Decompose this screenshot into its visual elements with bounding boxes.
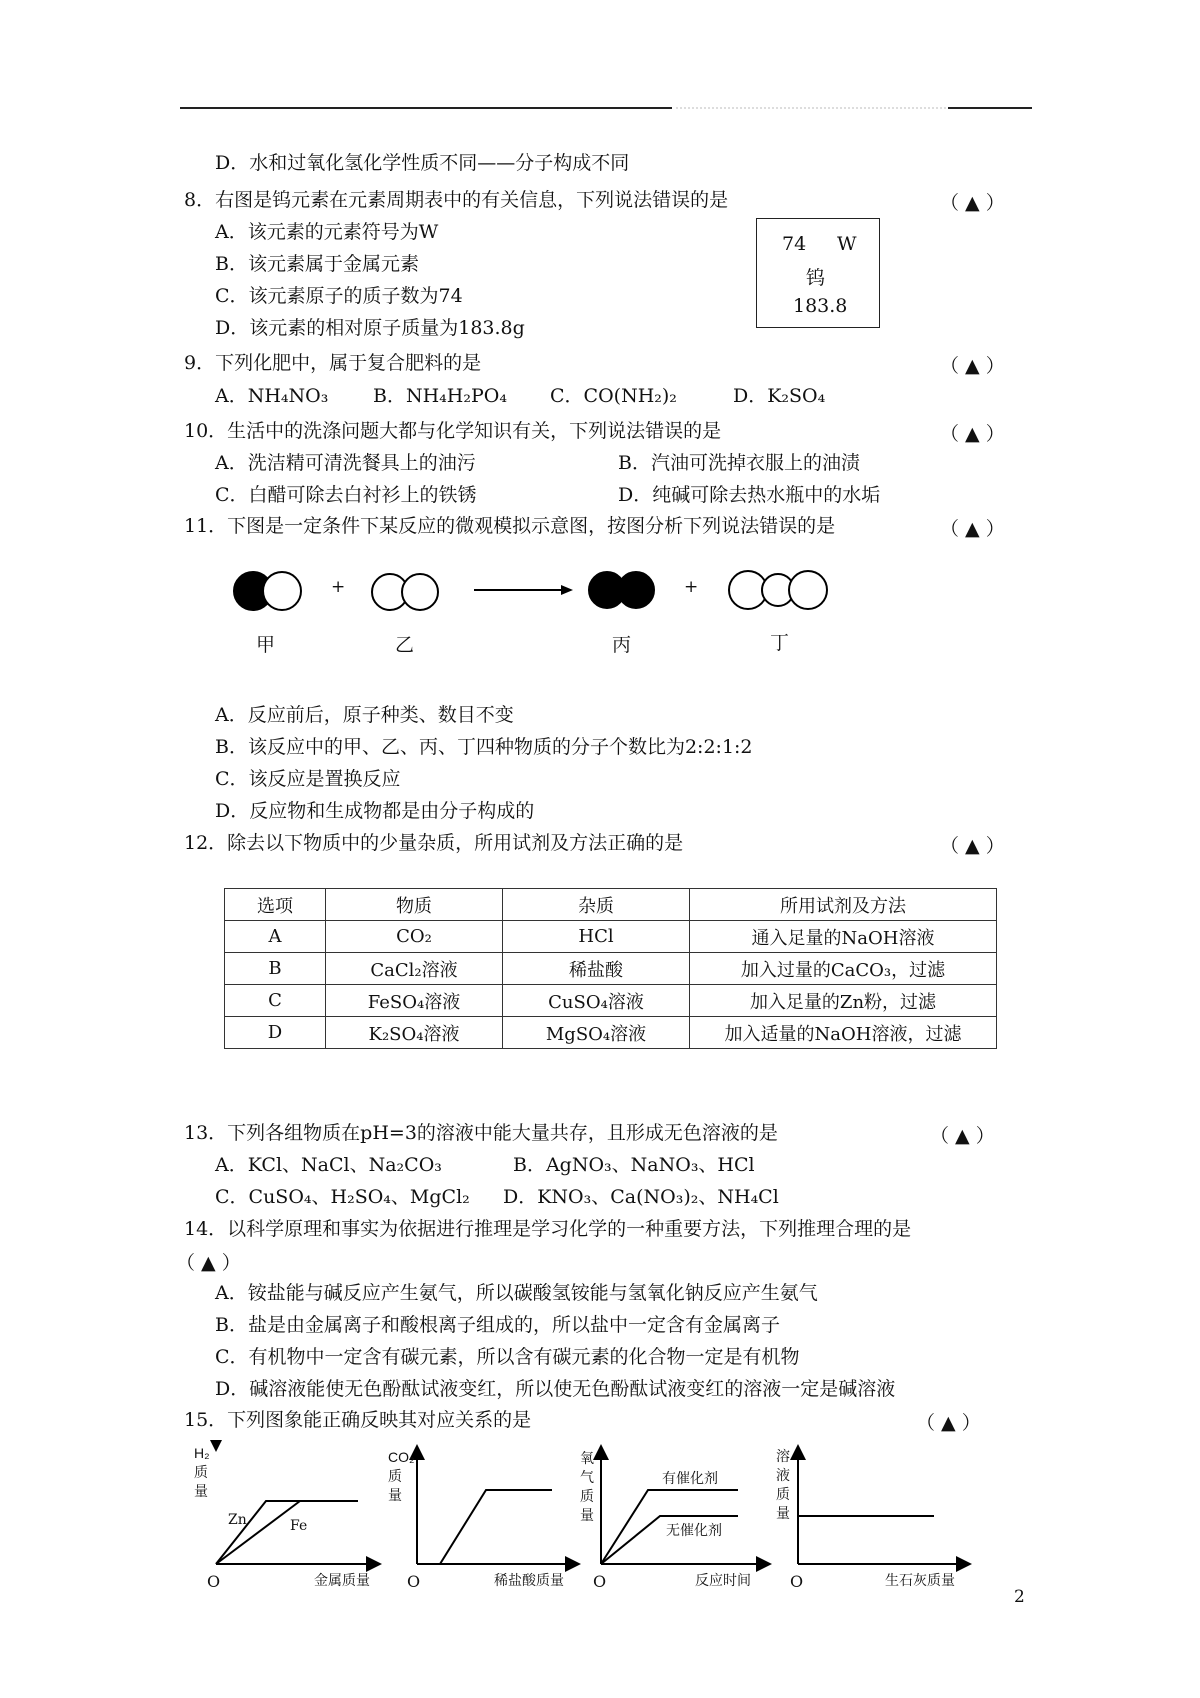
graph-a-ylabel-2: 质 [194,1464,208,1480]
q11-option-c: C．该反应是置换反应 [215,768,401,790]
q10-option-c: C．白醋可除去白衬衫上的铁锈 [215,484,477,506]
graph-d-ylabel-1: 溶 [776,1449,790,1465]
graph-a-fe-label: Fe [290,1518,308,1534]
q8-option-a: A．该元素的元素符号为W [215,221,439,243]
q9-stem: 9．下列化肥中，属于复合肥料的是 [184,352,482,374]
graph-b-ylabel-1: CO₂ [388,1449,415,1465]
graph-c [601,1448,768,1564]
element-number: 74 [782,233,807,255]
q11-option-b: B．该反应中的甲、乙、丙、丁四种物质的分子个数比为2:2:1:2 [215,736,753,758]
molecule-yi [372,574,438,610]
table-row [225,985,997,1017]
co2-curve [417,1490,552,1564]
q15-graphs [0,1440,1200,1590]
table-cell: 加入适量的NaOH溶液，过滤 [690,1017,997,1049]
q9-option-c: C．CO(NH₂)₂ [550,385,677,407]
table-cell: D [225,1017,326,1049]
molecule-bing [589,572,654,608]
graph-b-origin: O [407,1572,421,1591]
label-yi: 乙 [395,634,415,656]
table-cell: HCl [503,921,690,953]
q14-option-c: C．有机物中一定含有碳元素，所以含有碳元素的化合物一定是有机物 [215,1346,800,1368]
table-cell: CuSO₄溶液 [503,985,690,1017]
graph-a-zn-label: Zn [228,1512,247,1528]
table-cell: MgSO₄溶液 [503,1017,690,1049]
graph-b-xlabel: 稀盐酸质量 [494,1573,564,1589]
q15-answer-mark: （ ▲ ） [916,1412,981,1434]
graph-b-ylabel-2: 质 [388,1468,402,1484]
q14-answer-mark: （ ▲ ） [176,1252,241,1274]
q10-option-d: D．纯碱可除去热水瓶中的水垢 [618,484,881,506]
table-cell: C [225,985,326,1017]
header-rule-dotted [676,107,946,109]
header-rule-right [948,107,1032,109]
graph-c-ylabel-3: 质 [580,1489,594,1505]
molecule-ding [729,571,827,609]
q13-answer-mark: （ ▲ ） [930,1125,995,1147]
table-cell: 稀盐酸 [503,953,690,985]
reaction-arrow [474,585,573,595]
table-header-cell: 选项 [225,889,326,921]
q9-answer-mark: （ ▲ ） [940,355,1005,377]
table-cell: B [225,953,326,985]
table-cell: A [225,921,326,953]
q14-option-b: B．盐是由金属离子和酸根离子组成的，所以盐中一定含有金属离子 [215,1314,780,1336]
table-row [225,921,997,953]
q12-table [224,888,997,1049]
table-header-cell: 所用试剂及方法 [690,889,997,921]
q13-option-d: D．KNO₃、Ca(NO₃)₂、NH₄Cl [503,1186,779,1208]
q9-option-d: D．K₂SO₄ [733,385,826,407]
table-cell: CO₂ [326,921,503,953]
q14-stem: 14．以科学原理和事实为依据进行推理是学习化学的一种重要方法，下列推理合理的是 [184,1218,912,1240]
graph-c-ylabel-2: 气 [580,1470,594,1486]
reaction-diagram [0,560,1200,670]
q12-answer-mark: （ ▲ ） [940,835,1005,857]
label-ding: 丁 [770,632,790,654]
label-jia: 甲 [256,634,276,656]
graph-b-ylabel [388,1448,414,1505]
table-header-row [225,889,997,921]
q7-option-d: D．水和过氧化氢化学性质不同——分子构成不同 [215,152,630,174]
q10-option-a: A．洗洁精可清洗餐具上的油污 [215,452,476,474]
q13-option-a: A．KCl、NaCl、Na₂CO₃ [215,1154,442,1176]
graph-a-origin: O [207,1572,221,1591]
table-header-cell: 杂质 [503,889,690,921]
graph-c-ylabel [580,1450,594,1526]
table-cell: FeSO₄溶液 [326,985,503,1017]
element-symbol: W [837,233,857,255]
q15-stem: 15．下列图象能正确反映其对应关系的是 [184,1409,532,1431]
graph-c-no-catalyst-label: 无催化剂 [666,1523,722,1539]
q8-stem: 8．右图是钨元素在元素周期表中的有关信息，下列说法错误的是 [184,189,729,211]
table-row [225,953,997,985]
graph-c-xlabel: 反应时间 [695,1573,751,1589]
q8-option-b: B．该元素属于金属元素 [215,253,419,275]
q13-stem: 13．下列各组物质在pH=3的溶液中能大量共存，且形成无色溶液的是 [184,1122,778,1144]
q10-option-b: B．汽油可洗掉衣服上的油渍 [618,452,860,474]
table-header-cell: 物质 [326,889,503,921]
q14-option-d: D．碱溶液能使无色酚酞试液变红，所以使无色酚酞试液变红的溶液一定是碱溶液 [215,1378,896,1400]
graph-a-xlabel: 金属质量 [314,1573,370,1589]
q8-answer-mark: （ ▲ ） [940,192,1005,214]
q8-option-d: D．该元素的相对原子质量为183.8g [215,317,525,339]
graph-c-origin: O [593,1572,607,1591]
table-cell: 加入过量的CaCO₃，过滤 [690,953,997,985]
q13-option-c: C．CuSO₄、H₂SO₄、MgCl₂ [215,1186,470,1208]
graph-d-ylabel [776,1448,790,1524]
q11-option-a: A．反应前后，原子种类、数目不变 [215,704,514,726]
graph-a-ylabel-3: 量 [194,1483,208,1499]
element-card [756,218,880,328]
reaction-plus-2: + [684,577,699,597]
table-cell: 加入足量的Zn粉，过滤 [690,985,997,1017]
q14-option-a: A．铵盐能与碱反应产生氨气，所以碳酸氢铵能与氢氧化钠反应产生氨气 [215,1282,818,1304]
q9-option-a: A．NH₄NO₃ [215,385,329,407]
q12-stem: 12．除去以下物质中的少量杂质，所用试剂及方法正确的是 [184,832,684,854]
element-mass: 183.8 [793,295,848,317]
graph-c-ylabel-1: 氧 [580,1451,594,1467]
q10-answer-mark: （ ▲ ） [940,423,1005,445]
table-cell: K₂SO₄溶液 [326,1017,503,1049]
q11-option-d: D．反应物和生成物都是由分子构成的 [215,800,535,822]
graph-d-ylabel-4: 量 [776,1506,790,1522]
q10-stem: 10．生活中的洗涤问题大都与化学知识有关，下列说法错误的是 [184,420,722,442]
q11-answer-mark: （ ▲ ） [940,518,1005,540]
molecule-jia [234,572,301,610]
header-rule-left [180,107,672,109]
q13-option-b: B．AgNO₃、NaNO₃、HCl [513,1154,755,1176]
graph-b-ylabel-3: 量 [388,1487,402,1503]
table-cell: CaCl₂溶液 [326,953,503,985]
reaction-plus-1: + [331,577,346,597]
graph-a-ylabel [194,1444,210,1501]
graph-d-xlabel: 生石灰质量 [885,1573,955,1589]
graph-d-ylabel-2: 液 [776,1468,790,1484]
graph-b [417,1448,577,1564]
graph-c-catalyst-label: 有催化剂 [662,1471,718,1487]
page-number: 2 [1014,1587,1025,1607]
q9-option-b: B．NH₄H₂PO₄ [373,385,507,407]
label-bing: 丙 [612,634,632,656]
table-cell: 通入足量的NaOH溶液 [690,921,997,953]
q11-stem: 11．下图是一定条件下某反应的微观模拟示意图，按图分析下列说法错误的是 [184,515,836,537]
q8-option-c: C．该元素原子的质子数为74 [215,285,463,307]
graph-c-ylabel-4: 量 [580,1508,594,1524]
graph-d-ylabel-3: 质 [776,1487,790,1503]
graph-d [798,1448,968,1564]
element-name: 钨 [806,267,826,289]
graph-a-ylabel-1: H₂ [194,1445,210,1461]
table-row [225,1017,997,1049]
graph-d-origin: O [790,1572,804,1591]
graph-a [216,1440,378,1564]
